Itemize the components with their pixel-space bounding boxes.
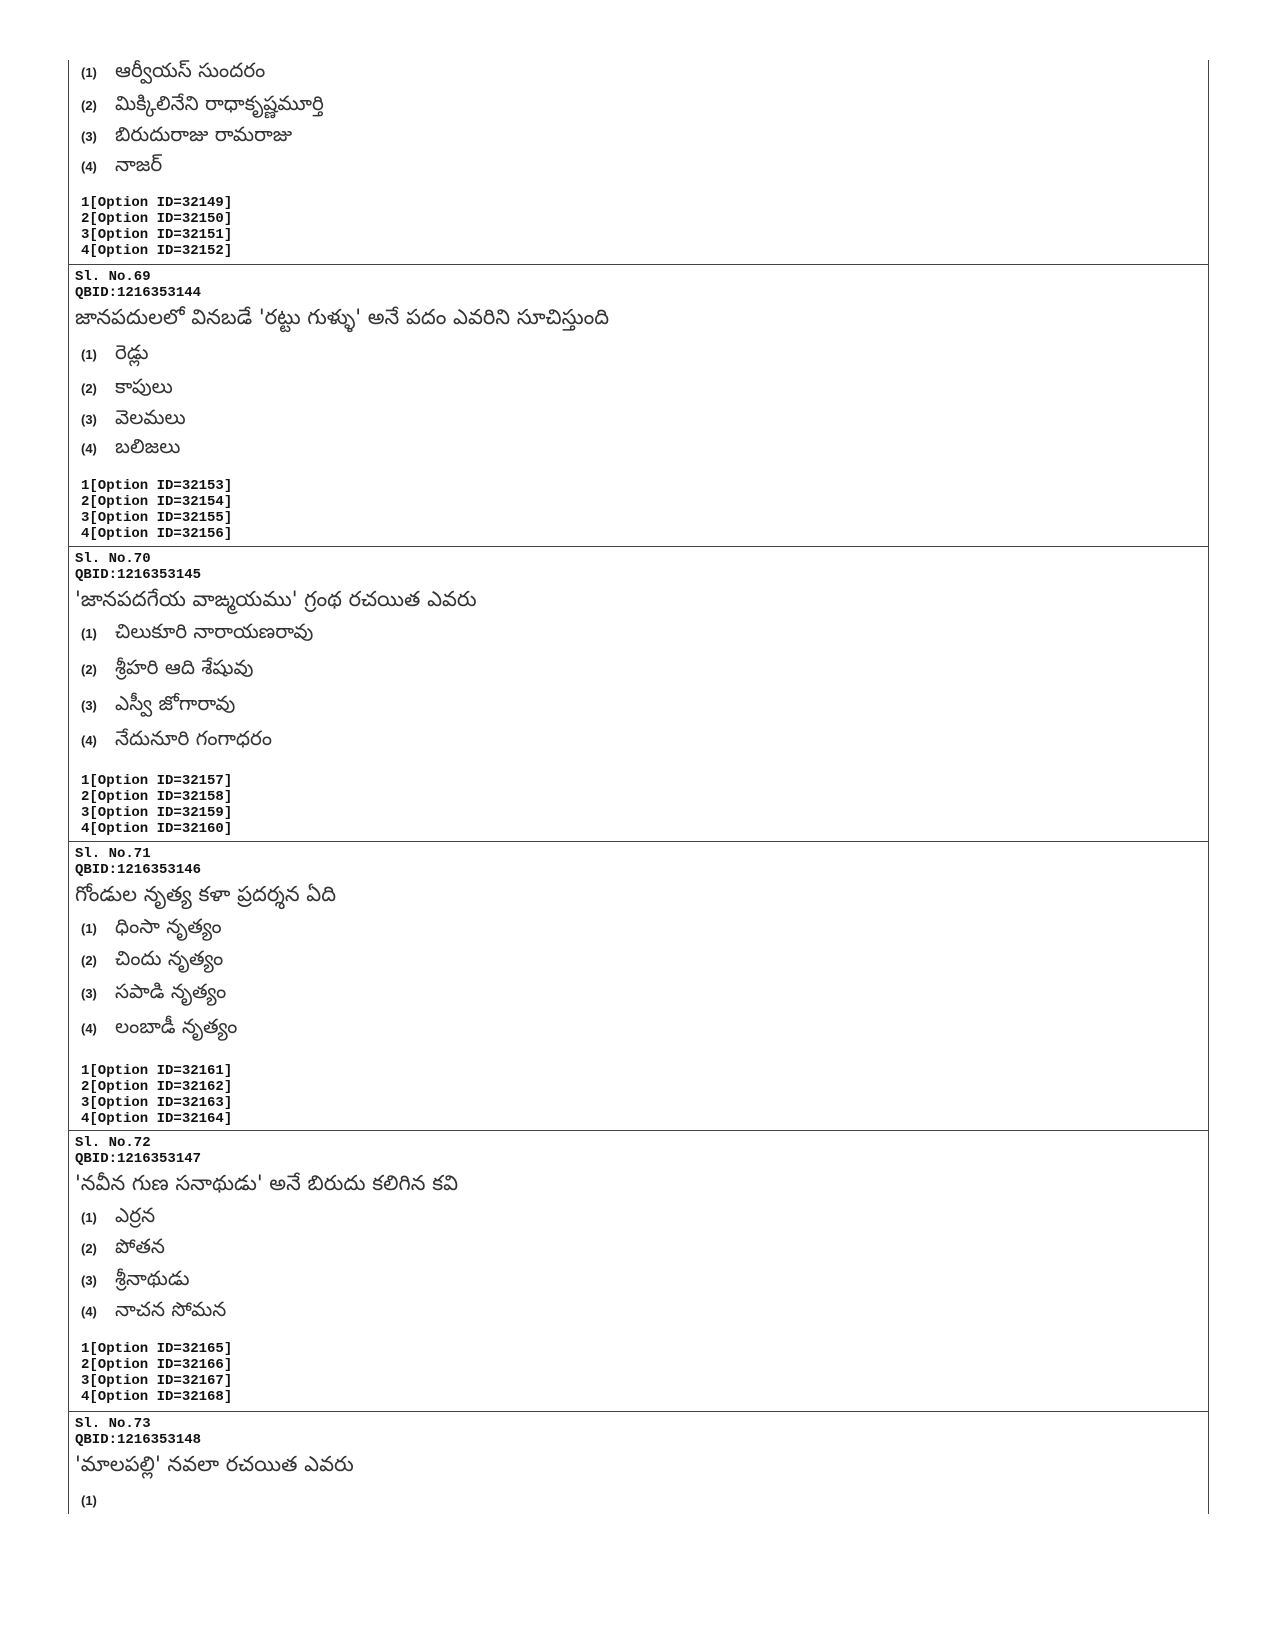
option-text: నాజర్ xyxy=(115,151,163,176)
qbid: QBID:1216353144 xyxy=(75,285,202,301)
option-id: 3[Option ID=32167] xyxy=(81,1373,233,1389)
question-block xyxy=(69,57,1208,264)
option-row xyxy=(81,654,254,681)
option-id: 1[Option ID=32153] xyxy=(81,478,233,494)
question-sheet xyxy=(68,57,1209,1514)
option-id: 4[Option ID=32152] xyxy=(81,243,233,259)
option-id: 3[Option ID=32159] xyxy=(81,805,233,821)
option-id: 1[Option ID=32149] xyxy=(81,195,233,211)
option-id: 2[Option ID=32154] xyxy=(81,494,233,510)
option-id-list xyxy=(75,1063,232,1127)
option-number: (3) xyxy=(81,985,97,1001)
option-row xyxy=(81,690,236,717)
option-row xyxy=(81,433,181,460)
option-row xyxy=(81,618,314,645)
option-number: (1) xyxy=(81,625,97,641)
option-id-list xyxy=(75,195,232,259)
option-number: (4) xyxy=(81,440,97,456)
option-id: 1[Option ID=32157] xyxy=(81,773,233,789)
option-number: (3) xyxy=(81,128,97,144)
option-id: 3[Option ID=32155] xyxy=(81,510,233,526)
option-number: (2) xyxy=(81,1240,97,1256)
option-id-list xyxy=(75,478,232,542)
option-id: 1[Option ID=32165] xyxy=(81,1341,233,1357)
option-id: 1[Option ID=32161] xyxy=(81,1063,233,1079)
option-number: (1) xyxy=(81,346,97,362)
qbid: QBID:1216353146 xyxy=(75,862,202,878)
option-id: 4[Option ID=32164] xyxy=(81,1111,233,1127)
option-text: శ్రీహరి ఆది శేషువు xyxy=(115,654,254,679)
option-id-list xyxy=(75,1341,232,1405)
option-id: 3[Option ID=32163] xyxy=(81,1095,233,1111)
question-block xyxy=(69,264,1208,546)
option-row xyxy=(81,978,227,1005)
option-id: 4[Option ID=32156] xyxy=(81,526,233,542)
option-text: పోతన xyxy=(115,1233,165,1258)
option-row xyxy=(81,1265,190,1292)
option-text: నేదునూరి గంగాధరం xyxy=(115,725,273,750)
question-block xyxy=(69,1130,1208,1411)
option-number: (2) xyxy=(81,380,97,396)
serial-number: Sl. No.71 xyxy=(75,846,151,862)
option-number: (2) xyxy=(81,661,97,677)
serial-number: Sl. No.70 xyxy=(75,551,151,567)
option-number: (2) xyxy=(81,952,97,968)
question-block xyxy=(69,841,1208,1130)
option-number: (3) xyxy=(81,697,97,713)
option-row xyxy=(81,151,163,178)
option-number: (3) xyxy=(81,1272,97,1288)
option-text: మిక్కిలినేని రాధాకృష్ణమూర్తి xyxy=(115,90,324,115)
option-id: 3[Option ID=32151] xyxy=(81,227,233,243)
option-id: 4[Option ID=32168] xyxy=(81,1389,233,1405)
option-row xyxy=(81,1488,115,1512)
option-number: (3) xyxy=(81,411,97,427)
option-text: కాపులు xyxy=(115,373,173,398)
option-text: ఆర్వీయస్ సుందరం xyxy=(115,57,266,82)
question-text: జానపదులలో వినబడే 'రట్టు గుళ్ళు' అనే పదం ఎవరిని సూచిస్తుంది xyxy=(75,305,610,329)
option-id: 2[Option ID=32150] xyxy=(81,211,233,227)
option-row xyxy=(81,1202,156,1229)
option-text: చిందు నృత్యం xyxy=(115,945,224,970)
option-row xyxy=(81,945,224,972)
option-number: (4) xyxy=(81,158,97,174)
option-row xyxy=(81,339,149,366)
option-id-list xyxy=(75,773,232,837)
option-text: ధింసా నృత్యం xyxy=(115,913,222,938)
qbid: QBID:1216353145 xyxy=(75,567,202,583)
option-text: సపాడి నృత్యం xyxy=(115,978,227,1003)
option-id: 2[Option ID=32162] xyxy=(81,1079,233,1095)
option-number: (1) xyxy=(81,920,97,936)
question-block xyxy=(69,1411,1208,1514)
question-text: 'నవీన గుణ సనాథుడు' అనే బిరుదు కలిగిన కవి xyxy=(75,1171,459,1195)
option-number: (4) xyxy=(81,1303,97,1319)
option-row xyxy=(81,90,324,117)
option-number: (4) xyxy=(81,1020,97,1036)
option-row xyxy=(81,57,266,84)
question-text: 'మాలపల్లి' నవలా రచయిత ఎవరు xyxy=(75,1452,354,1476)
qbid: QBID:1216353148 xyxy=(75,1432,202,1448)
question-text: గోండుల నృత్య కళా ప్రదర్శన ఏది xyxy=(75,882,337,906)
option-text: ఎస్వీ జోగారావు xyxy=(115,690,236,715)
option-text: లంబాడీ నృత్యం xyxy=(115,1013,238,1038)
question-text: 'జానపదగేయ వాఙ్మయము' గ్రంథ రచయిత ఎవరు xyxy=(75,587,477,611)
option-row xyxy=(81,1013,238,1040)
option-text: ఎర్రన xyxy=(115,1202,156,1227)
option-number: (1) xyxy=(81,1492,97,1508)
option-row xyxy=(81,121,293,148)
option-row xyxy=(81,725,273,752)
serial-number: Sl. No.73 xyxy=(75,1416,151,1432)
option-id: 2[Option ID=32166] xyxy=(81,1357,233,1373)
option-text: రెడ్లు xyxy=(115,339,149,364)
option-number: (1) xyxy=(81,64,97,80)
question-block xyxy=(69,546,1208,841)
serial-number: Sl. No.72 xyxy=(75,1135,151,1151)
option-number: (1) xyxy=(81,1209,97,1225)
serial-number: Sl. No.69 xyxy=(75,269,151,285)
option-id: 2[Option ID=32158] xyxy=(81,789,233,805)
option-text: వెలమలు xyxy=(115,404,186,429)
option-id: 4[Option ID=32160] xyxy=(81,821,233,837)
option-text: నాచన సోమన xyxy=(115,1296,227,1321)
option-text: బలిజలు xyxy=(115,433,181,458)
option-row xyxy=(81,373,173,400)
option-row xyxy=(81,404,186,431)
option-text: చిలుకూరి నారాయణరావు xyxy=(115,618,314,643)
qbid: QBID:1216353147 xyxy=(75,1151,202,1167)
option-row xyxy=(81,1296,227,1323)
option-row xyxy=(81,1233,165,1260)
option-row xyxy=(81,913,222,940)
option-text: శ్రీనాథుడు xyxy=(115,1265,190,1290)
option-text: బిరుదురాజు రామరాజు xyxy=(115,121,293,146)
option-number: (4) xyxy=(81,732,97,748)
option-number: (2) xyxy=(81,97,97,113)
